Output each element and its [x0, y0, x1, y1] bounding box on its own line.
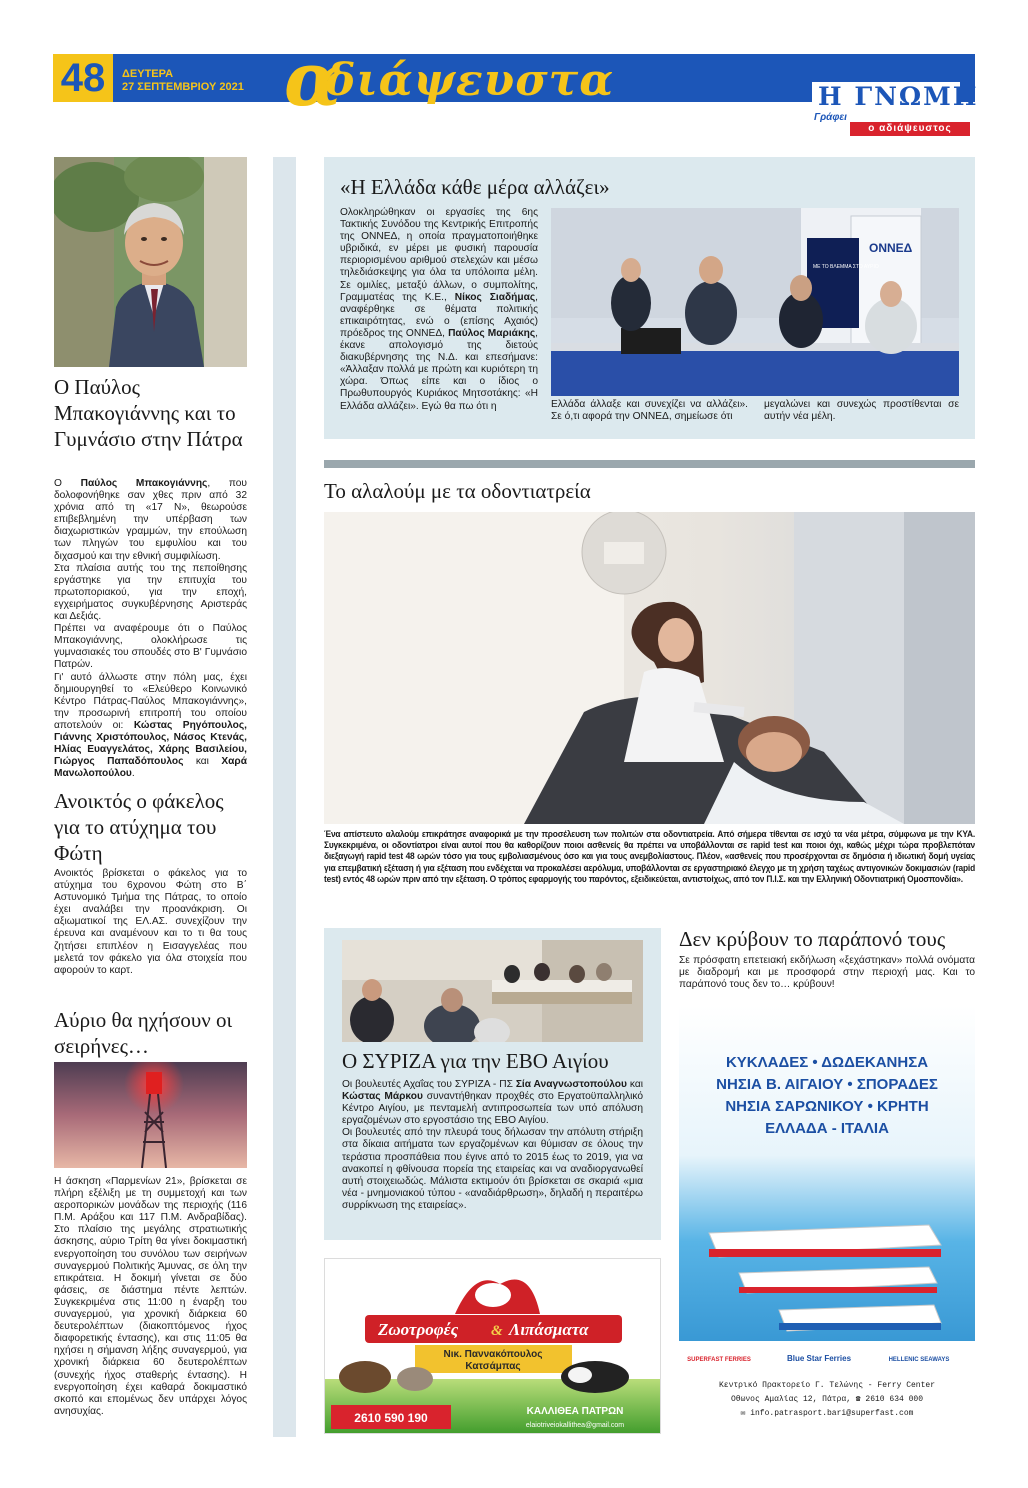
- ad-email: elaiotriveiokallithea@gmail.com: [525, 1422, 625, 1429]
- ferry-ad-graphic: [679, 1005, 975, 1435]
- ad-owner-line1: Νικ. Παννακόπουλος: [443, 1349, 543, 1360]
- person-name: Παύλος Μαριάκης: [448, 327, 536, 339]
- body-text-paragraph: Ολοκληρώθηκαν οι εργασίες της 6ης Τακτικής Συνόδου της Κεντρικής Επιτροπής της ΟΝΝΕΔ, η οποία πραγματοποιήθηκε υβριδικά, εν μέρει με φυσική παρουσία περιορισμένου αριθμού στελεχών και μέσω τηλεδιάσκεψης για όλα τα υπόλοιπα μέλη. Σε ομιλίες, μεταξύ άλλων, ο συμπολίτης, Γραμματέας της Κ.Ε.,: [340, 207, 538, 303]
- ad-title-part2: Λιπάσματα: [509, 1320, 589, 1339]
- pet-food-ad-graphic: [325, 1259, 661, 1434]
- dental-article-title: Το αλαλούμ με τα οδοντιατρεία: [324, 479, 591, 503]
- ferry-contact-line3: ✉ info.patrasport.bari@superfast.com: [740, 1409, 914, 1418]
- article-fotis-title: Ανοικτός ο φάκελος για το ατύχημα του Φώτη: [54, 789, 224, 865]
- ad-area: ΚΑΛΛΙΘΕΑ ΠΑΤΡΩΝ: [526, 1406, 624, 1417]
- dentist-illustration: [324, 512, 975, 824]
- body-text-paragraph: Οι βουλευτές Αχαΐας του ΣΥΡΙΖΑ - ΠΣ: [342, 1079, 516, 1090]
- byline-label: Γράφει: [814, 112, 847, 123]
- section-divider: [324, 460, 975, 468]
- person-name: Κώστας Μάρκου: [342, 1091, 423, 1103]
- body-text-paragraph: Στα πλαίσια αυτής του της πεποίθησης εργάστηκε για την επιτυχία του πρωτοποριακού, για την εποχή, εγχειρήματος συγκυβέρνησης Αριστεράς και Δεξιάς.: [54, 562, 247, 623]
- article-bakogiannis-body: [54, 478, 247, 780]
- committee-last-name: Χαρά Μανωλοπούλου: [54, 756, 247, 780]
- complaint-article-body: Σε πρόσφατη επετειακή εκδήλωση «ξεχάστηκαν» πολλά ονόματα με διαδρομή και με προσφορά στην περιοχή μας. Και το παράπονό τους δεν το… κρύβουν!: [679, 955, 975, 991]
- body-text-paragraph: , αναφέρθηκε σε θέματα πολιτικής επικαιρότητας, ενώ ο (επίσης Αχαιός) πρόεδρος της ΟΝΝΕΔ,: [340, 291, 538, 339]
- onned-meeting-photo: [551, 208, 959, 396]
- siren-photo: [54, 1062, 247, 1168]
- article-sirens-body: Η άσκηση «Παρμενίων 21», βρίσκεται σε πλήρη εξέλιξη με τη συμμετοχή και των αεροπορικών μονάδων της περιοχής (116 Π.Μ. Αράξου και 117 Π.Μ. Ανδραβίδας). Στο πλαίσιο της μεγάλης στρατιωτικής άσκησης, αύριο Τρίτη θα γίνει δοκιμαστική ενεργοποίηση του συνόλου των σειρήνων συναγερμού Πολιτικής Άμυνας, σε όλη την επικράτεια. Η δοκιμή γίνεται σε δύο φάσεις, σε διάστημα πέντε λεπτών. Συγκεκριμένα στις 11:00 η έναρξη του συναγερμού, για χρονική διάρκεια 60 δευτερολέπτων (διακοπτόμενος ήχος διαφορετικής έντασης), και στις 11:05 θα ηχήσει η σήμανση λήξης συναγερμού, για χρονική διάρκεια 60 δευτερολέπτων (συνεχής ήχος σταθερής έντασης). Η ενεργοποίηση έχει καθαρά δοκιμαστικό σκοπό και επομένως δεν υπάρχει λόγος ανησυχίας.: [54, 1176, 247, 1417]
- body-text-end: .: [131, 768, 135, 780]
- portrait-photo: [54, 157, 247, 367]
- body-text-paragraph: , που δολοφονήθηκε σαν χθες πριν από 32 χρόνια από τη «17 Ν», θεωρούσε επιβεβλημένη την υπέρβαση των διαχωριστικών γραμμών, την επούλωση των πληγών του εμφυλίου και του διχασμού και την εθνική συμφιλίωση.: [54, 478, 247, 562]
- article-sirens-title: Αύριο θα ηχήσουν οι σειρήνες…: [54, 1008, 233, 1058]
- body-text-connector: και: [626, 1079, 643, 1090]
- byline-author: ο αδιάψευστος: [850, 122, 970, 136]
- dental-caption: Ένα απίστευτο αλαλούμ επικράτησε αναφορικά με την προσέλευση των πολιτών στα οδοντιατρεία. Από σήμερα τίθενται σε ισχύ τα νέα μέτρα, σύμφωνα με την ΚΥΑ. Συγκεκριμένα, οι οδοντίατροι είναι αυτοί που θα καθορίζουν ποιοι ασθενείς θα πρέπει να υποβάλλονται σε rapid test και ποιοι όχι, καθώς μέχρι τώρα προβλεπόταν διεξαγωγή rapid test 48 ωρών τόσο για τους εμβολιασμένους όσο και για τους ανεμβολίαστους. Πλέον, «ασθενείς που προσέρχονται σε δημόσια ή ιδιωτική δομή υγείας για επεμβατική εξέταση ή για εξέταση που ενδέχεται να προκαλέσει αερόλυμα, υποβάλλονται σε εργαστηριακό έλεγχο με τη χρήση ταχέως αντιγονικών δοκιμασιών (rapid test) εντός 48 ωρών πριν από την εξέταση. Ο τρόπος εφαρμογής του παρόντος, εξειδικεύεται, αντιστοίχως, από τον Π.Ι.Σ. και την Ελληνική Οδοντιατρική Ομοσπονδία».: [324, 829, 975, 884]
- brand-hellenic-seaways: HELLENIC SEAWAYS: [888, 1357, 950, 1363]
- person-name: Σία Αναγνωστοπούλου: [515, 1079, 627, 1090]
- brand-superfast: SUPERFAST FERRIES: [687, 1357, 751, 1363]
- onned-banner-logo: ΟΝΝΕΔ: [869, 241, 913, 255]
- onned-banner-slogan: ΜΕ ΤΟ ΒΛΕΜΜΑ ΣΤΟ ΑΥΡΙΟ: [813, 264, 879, 270]
- meeting-illustration: [551, 208, 959, 396]
- syriza-article-body: [342, 1079, 643, 1212]
- issue-day: ΔΕΥΤΕΡΑ: [122, 68, 174, 80]
- body-text-connector: και: [183, 756, 222, 768]
- person-name: Νίκος Σιαδήμας: [454, 291, 536, 303]
- ferry-contact-line2: Οθωνος Αμαλίας 12, Πάτρα, ☎ 2610 634 000: [730, 1395, 924, 1404]
- ferry-contact-line1: Κεντρικό Πρακτορείο Γ. Τελώνης - Ferry Center: [718, 1381, 936, 1390]
- complaint-article-title: Δεν κρύβουν το παράπονό τους: [679, 927, 946, 951]
- onned-article-body-col3: μεγαλώνει και συνεχώς προστίθενται σε αυτήν νέα μέλη.: [764, 399, 959, 423]
- siren-illustration: [54, 1062, 247, 1168]
- onned-article-title: «Η Ελλάδα κάθε μέρα αλλάζει»: [340, 175, 610, 199]
- article-bakogiannis-title: Ο Παύλος Μπακογιάννης και το Γυμνάσιο στην Πάτρα: [54, 375, 243, 451]
- body-text-paragraph: Πρέπει να αναφέρουμε ότι ο Παύλος Μπακογιάννης, ολοκλήρωσε τις γυμνασιακές του σπουδές στο Β' Γυμνάσιο Πατρών.: [54, 623, 247, 671]
- body-text-paragraph: , έκανε απολογισμό της διετούς διακυβέρνησης της Ν.Δ. και επεσήμανε: «Άλλαξαν πολλά με πρώτη και κυριότερη τη χώρα. Όπως είπε και ο ίδιος ο Πρωθυπουργός Κυριάκος Μητσοτάκης: «Η Ελλάδα αλλάζει». Εγώ θα πω ότι η: [340, 327, 538, 412]
- ferry-destinations-line3: ΝΗΣΙΑ ΣΑΡΩΝΙΚΟΥ • ΚΡΗΤΗ: [725, 1098, 929, 1115]
- pet-food-ad: [324, 1258, 661, 1434]
- brand-blue-star: Blue Star Ferries: [786, 1354, 852, 1363]
- ferry-destinations-line2: ΝΗΣΙΑ Β. ΑΙΓΑΙΟΥ • ΣΠΟΡΑΔΕΣ: [716, 1076, 938, 1093]
- newspaper-logo: Η ΓΝΩΜΗ: [818, 82, 979, 111]
- ad-phone: 2610 590 190: [354, 1411, 428, 1425]
- column-gutter: [273, 157, 296, 1437]
- syriza-meeting-illustration: [342, 940, 643, 1042]
- onned-article-body: [340, 207, 538, 413]
- onned-article-body-col2: Ελλάδα άλλαξε και συνεχίζει να αλλάζει». Σε ό,τι αφορά την ΟΝΝΕΔ, σημείωσε ότι: [551, 399, 748, 423]
- ferry-destinations-line1: ΚΥΚΛΑΔΕΣ • ΔΩΔΕΚΑΝΗΣΑ: [725, 1054, 929, 1071]
- body-text-paragraph: Γι' αυτό άλλωστε στην πόλη μας, έχει δημιουργηθεί το «Ελεύθερο Κοινωνικό Κέντρο Πάτρας-Παύλος Μπακογιάννης», την προσωρινή επιτροπή του οποίου αποτελούν οι:: [54, 671, 247, 731]
- syriza-meeting-photo: [342, 940, 643, 1042]
- body-text-paragraph: συναντήθηκαν προχθές στο Εργατοϋπαλληλικό Κέντρο Αιγίου, με πενταμελή αντιπροσωπεία των υπό απόλυση εργαζομένων στο εργοστάσιο της ΕΒΟ Αιγίου.: [342, 1091, 643, 1127]
- issue-date: [122, 68, 244, 94]
- dentist-photo: [324, 512, 975, 824]
- section-title-alpha: α: [284, 37, 341, 123]
- article-fotis-body: Ανοικτός βρίσκεται ο φάκελος για το ατύχημα του 6χρονου Φώτη στο Β΄ Αστυνομικό Τμήμα της Πάτρας, το οποίο έχει αναλάβει την προανάκριση. Οι αξιωματικοί της ΕΛ.ΑΣ. συνεχίζουν την έρευνα και αναμένουν και το τι θα τους ζητήσει επιπλέον η Εισαγγελέας που μελετά τον φάκελο για όλα στοιχεία που αφορούν το καρτ.: [54, 868, 247, 976]
- portrait-illustration: [54, 157, 247, 367]
- person-name: Παύλος Μπακογιάννης: [80, 478, 208, 489]
- page-number: 48: [53, 54, 113, 102]
- issue-date-text: 27 ΣΕΠΤΕΜΒΡΙΟΥ 2021: [122, 81, 244, 93]
- body-text-lead: Ο: [54, 478, 81, 489]
- ferry-destinations-line4: ΕΛΛΑΔΑ - ΙΤΑΛΙΑ: [765, 1120, 889, 1137]
- body-text-paragraph: Οι βουλευτές από την πλευρά τους δήλωσαν την απόλυτη στήριξη στα δίκαια αιτήματα των εργαζομένων και θύμισαν σε όλους την τεράστια προσπάθεια που έγινε από το 2015 έως το 2019, για να ανακοπεί η φθίνουσα πορεία της εταιρείας και να αναδιοργανωθεί αυτή στοιχειωδώς. Μάλιστα εκτιμούν ότι βρίσκεται σε σκαριά «μια νέα - μνημονιακού τύπου - «αναδιάρθρωση», δηλαδή η περαιτέρω συρρίκνωση της εταιρείας».: [342, 1127, 643, 1211]
- committee-names: Κώστας Ρηγόπουλος, Γιάννης Χριστόπουλος, Νάσος Κτενάς, Ηλίας Ευαγγελάτος, Χάρης Βασιλείου, Γιώργος Παπαδόπουλος: [54, 719, 247, 768]
- ferry-ad: [679, 1005, 975, 1435]
- ad-owner-line2: Κατσάμπας: [465, 1361, 521, 1372]
- ad-title-part1: Ζωοτροφές: [378, 1320, 459, 1339]
- section-title: διάψευστα: [326, 55, 615, 106]
- ad-title-amp: &: [491, 1323, 503, 1339]
- syriza-article-title: Ο ΣΥΡΙΖΑ για την ΕΒΟ Αιγίου: [342, 1049, 609, 1073]
